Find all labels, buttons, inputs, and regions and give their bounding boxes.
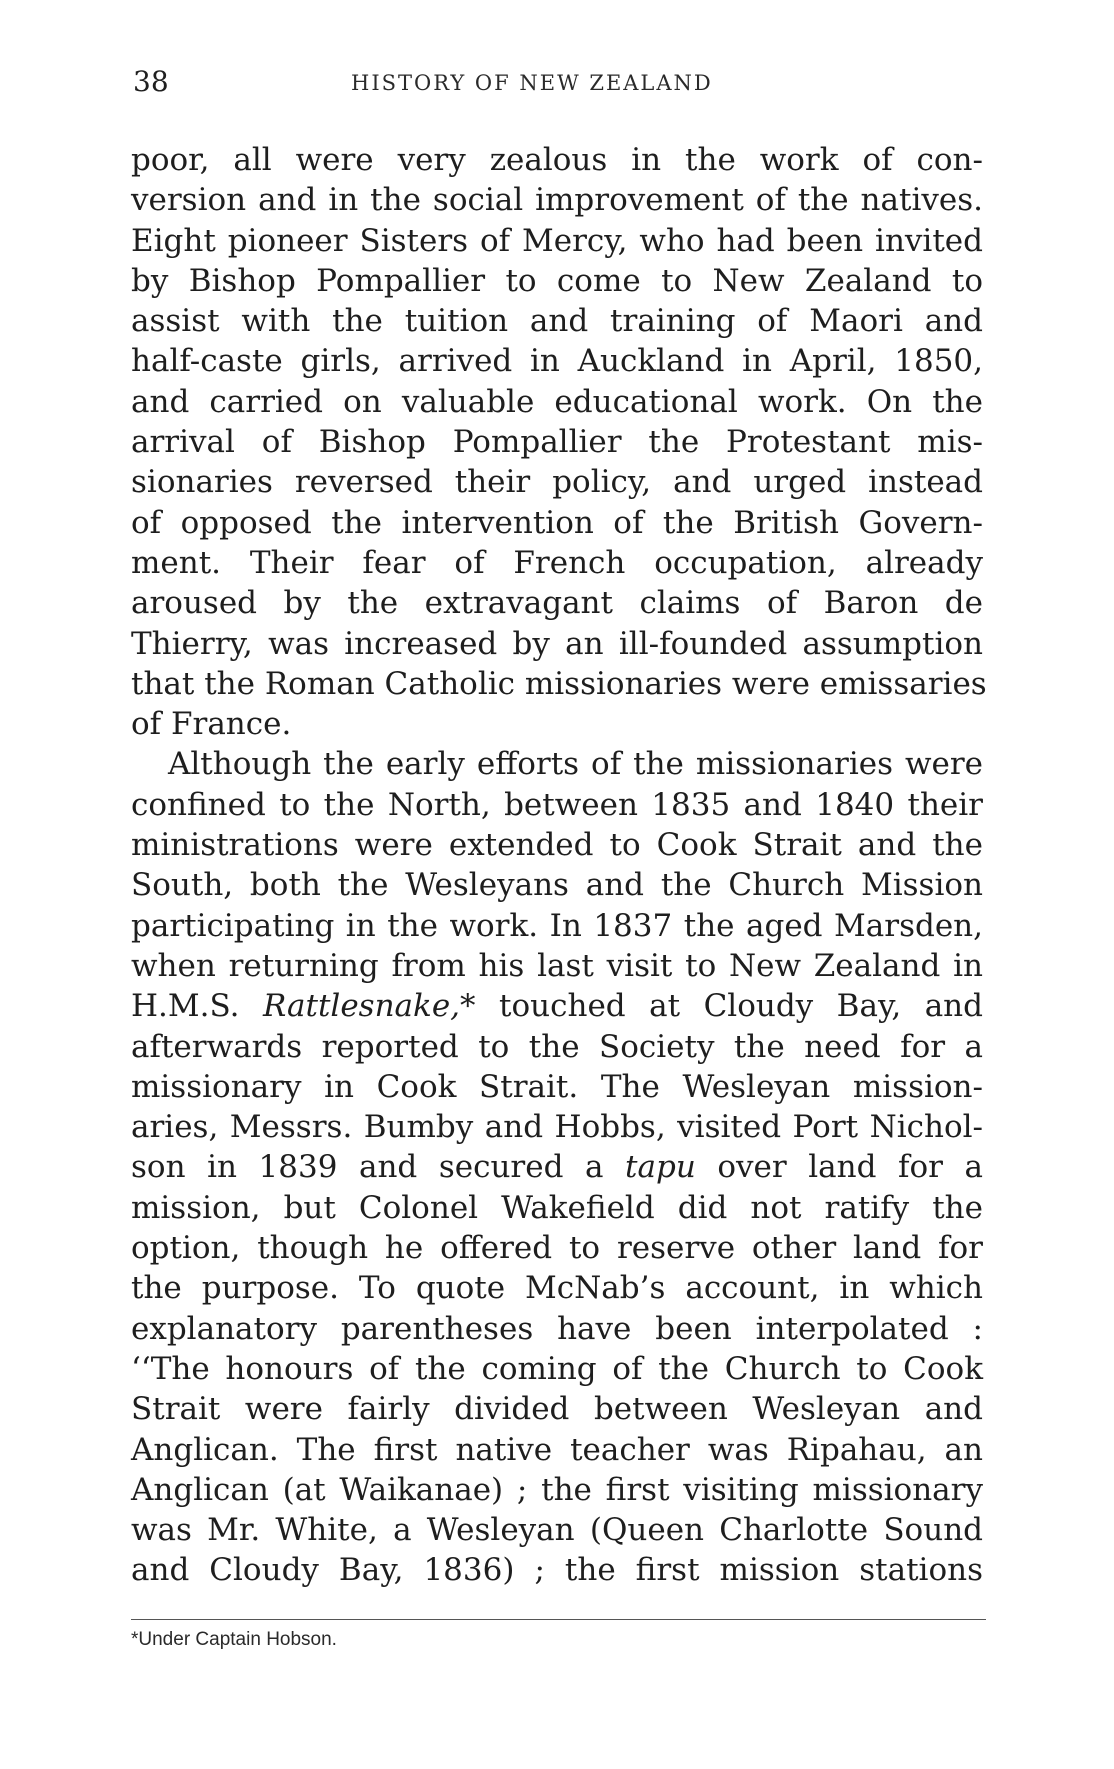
running-head [133,62,981,102]
text-line: missionary in Cook Strait. The Wesleyan mission- [131,1068,983,1105]
text-line: Anglican (at Waikanae) ; the first visiting missionary [131,1471,983,1508]
text-line: aries, Messrs. Bumby and Hobbs, visited Port Nichol- [131,1109,983,1146]
footnote: *Under Captain Hobson. [131,1629,337,1650]
paragraph-1 [131,140,987,744]
text-line: Anglican. The first native teacher was Ripahau, an [131,1431,983,1468]
text-line: ment. Their fear of French occupation, already [131,544,983,581]
footnote-divider [131,1619,986,1620]
text-line: assist with the tuition and training of Maori and [131,303,983,340]
ship-name: Rattlesnake, [262,988,461,1025]
page-number: 38 [133,65,169,98]
text-line: aroused by the extravagant claims of Baron de [131,585,983,622]
text-line: option, though he offered to reserve other land for [131,1230,983,1267]
text-line: arrival of Bishop Pompallier the Protestant mis- [131,424,983,461]
text-line: and carried on valuable educational work. On the [131,383,983,420]
text-line [131,986,983,1026]
text-segment: son in 1839 and secured a [131,1149,626,1186]
text-line: that the Roman Catholic missionaries were emissaries [131,665,987,702]
text-line: the purpose. To quote McNab’s account, in which [131,1270,983,1307]
footnote-reference: * touched at Cloudy Bay, and [460,988,983,1025]
text-line: was Mr. White, a Wesleyan (Queen Charlotte Sound [131,1512,983,1549]
text-line: mission, but Colonel Wakefield did not ratify the [131,1189,983,1226]
text-line: ‘‘The honours of the coming of the Church to Cook [131,1350,983,1387]
text-line: of France. [131,706,292,743]
text-line: participating in the work. In 1837 the aged Marsden, [131,907,983,944]
body-text [131,140,987,1591]
text-line: half-caste girls, arrived in Auckland in April, 1850, [131,343,983,380]
text-line [131,1147,983,1187]
text-line: by Bishop Pompallier to come to New Zealand to [131,262,983,299]
paragraph-2 [131,744,983,1590]
text-line: and Cloudy Bay, 1836) ; the first mission stations [131,1552,983,1589]
text-segment: over land for a [695,1149,983,1186]
text-line: ministrations were extended to Cook Strait and the [131,827,983,864]
text-segment: H.M.S. [131,988,263,1025]
text-line: Thierry, was increased by an ill-founded assumption [131,625,983,662]
text-line: version and in the social improvement of the natives. [131,182,983,219]
running-head-title: HISTORY OF NEW ZEALAND [351,71,713,95]
text-line: when returning from his last visit to New Zealand in [131,947,983,984]
text-line: poor, all were very zealous in the work of con- [131,142,983,178]
text-line: South, both the Wesleyans and the Church Mission [131,867,983,904]
italic-word: tapu [625,1149,696,1186]
text-line: Although the early efforts of the missionaries were [168,746,983,783]
text-line: Eight pioneer Sisters of Mercy, who had been invited [131,222,983,259]
text-line: Strait were fairly divided between Wesleyan and [131,1391,983,1428]
text-line: afterwards reported to the Society the need for a [131,1028,983,1065]
text-line: explanatory parentheses have been interpolated : [131,1310,983,1347]
text-line: confined to the North, between 1835 and 1840 their [131,786,983,823]
text-line: of opposed the intervention of the British Govern- [131,504,983,541]
text-line: sionaries reversed their policy, and urged instead [131,464,983,501]
